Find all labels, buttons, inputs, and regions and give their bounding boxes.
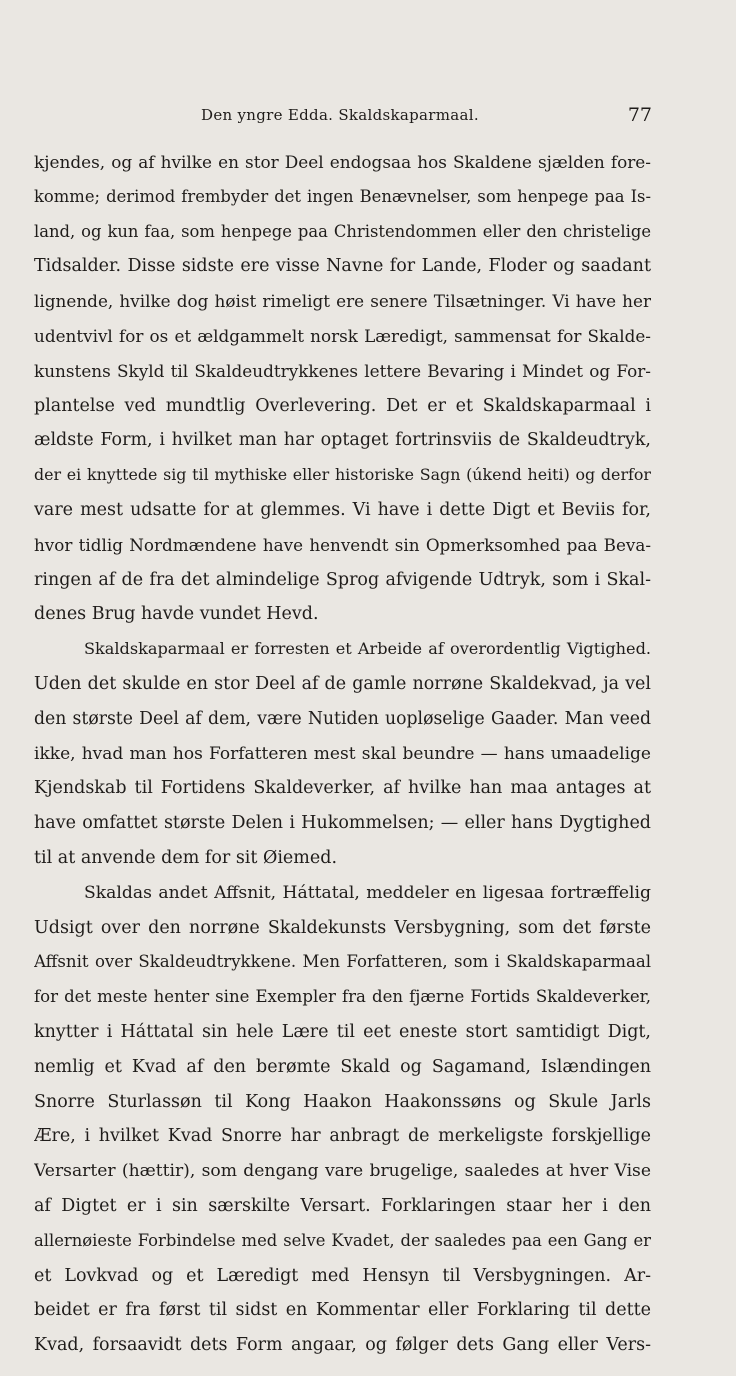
paragraph xyxy=(34,876,651,1363)
text-line: Skaldskaparmaal er forresten et Arbeide af overordentlig Vigtighed. xyxy=(84,639,651,659)
text-line: Skaldas andet Affsnit, Háttatal, meddeler en ligesaa fortræffelig xyxy=(84,882,651,903)
text-line: beidet er fra først til sidst en Kommentar eller Forklaring til dette xyxy=(34,1300,651,1321)
text-line: have omfattet største Delen i Hukommelsen; — eller hans Dygtighed xyxy=(34,813,651,834)
body-text xyxy=(34,145,651,1363)
text-line: kunstens Skyld til Skaldeudtrykkenes lettere Bevaring i Mindet og For- xyxy=(34,360,651,381)
running-title: Den yngre Edda. Skaldskaparmaal. xyxy=(201,106,479,124)
text-line: udentvivl for os et ældgammelt norsk Læredigt, sammensat for Skalde- xyxy=(34,325,651,346)
text-line: Affsnit over Skaldeudtrykkene. Men Forfatteren, som i Skaldskaparmaal xyxy=(34,952,651,972)
page-header xyxy=(86,104,652,130)
text-line: af Digtet er i sin særskilte Versart. Forklaringen staar her i den xyxy=(34,1195,651,1216)
text-line: ikke, hvad man hos Forfatteren mest skal beundre — hans umaadelige xyxy=(34,743,651,764)
text-line: plantelse ved mundtlig Overlevering. Det er et Skaldskaparmaal i xyxy=(34,395,651,416)
text-line: et Lovkvad og et Læredigt med Hensyn til Versbygningen. Ar- xyxy=(34,1265,651,1286)
text-line: Uden det skulde en stor Deel af de gamle norrøne Skaldekvad, ja vel xyxy=(34,673,651,694)
text-line: for det meste henter sine Exempler fra den fjærne Fortids Skaldeverker, xyxy=(34,987,651,1007)
text-line: Udsigt over den norrøne Skaldekunsts Versbygning, som det første xyxy=(34,917,651,938)
text-line: der ei knyttede sig til mythiske eller historiske Sagn (úkend heiti) og derfor xyxy=(34,465,651,485)
text-line: til at anvende dem for sit Øiemed. xyxy=(34,847,338,868)
text-line: Kvad, forsaavidt dets Form angaar, og følger dets Gang eller Vers- xyxy=(34,1335,651,1356)
paragraph xyxy=(34,632,651,876)
text-line: lignende, hvilke dog høist rimeligt ere senere Tilsætninger. Vi have her xyxy=(34,291,651,312)
text-line: hvor tidlig Nordmændene have henvendt sin Opmerksomhed paa Beva- xyxy=(34,534,651,555)
text-line: ældste Form, i hvilket man har optaget fortrinsviis de Skaldeudtryk, xyxy=(34,430,651,451)
text-line: Tidsalder. Disse sidste ere visse Navne for Lande, Floder og saadant xyxy=(34,256,651,277)
text-line: allernøieste Forbindelse med selve Kvadet, der saaledes paa een Gang er xyxy=(34,1230,651,1250)
text-line: knytter i Háttatal sin hele Lære til eet eneste stort samtidigt Digt, xyxy=(34,1021,651,1042)
text-line: Ære, i hvilket Kvad Snorre har anbragt de merkeligste forskjellige xyxy=(34,1126,651,1147)
page-number: 77 xyxy=(627,104,652,126)
text-line: Versarter (hættir), som dengang vare brugelige, saaledes at hver Vise xyxy=(34,1161,651,1182)
text-line: nemlig et Kvad af den berømte Skald og Sagamand, Islændingen xyxy=(34,1056,651,1077)
text-line: ringen af de fra det almindelige Sprog afvigende Udtryk, som i Skal- xyxy=(34,569,651,590)
text-line: denes Brug havde vundet Hevd. xyxy=(34,604,319,625)
text-line: Kjendskab til Fortidens Skaldeverker, af hvilke han maa antages at xyxy=(34,778,651,799)
text-line: land, og kun faa, som henpege paa Christendommen eller den christelige xyxy=(34,221,651,241)
text-line: den største Deel af dem, være Nutiden uopløselige Gaader. Man veed xyxy=(34,708,651,729)
text-line: komme; derimod frembyder det ingen Benævnelser, som henpege paa Is- xyxy=(34,186,651,206)
paragraph xyxy=(34,145,651,632)
text-line: kjendes, og af hvilke en stor Deel endogsaa hos Skaldene sjælden fore- xyxy=(34,152,651,172)
text-line: vare mest udsatte for at glemmes. Vi have i dette Digt et Beviis for, xyxy=(34,499,651,520)
text-line: Snorre Sturlassøn til Kong Haakon Haakonssøns og Skule Jarls xyxy=(34,1091,651,1112)
